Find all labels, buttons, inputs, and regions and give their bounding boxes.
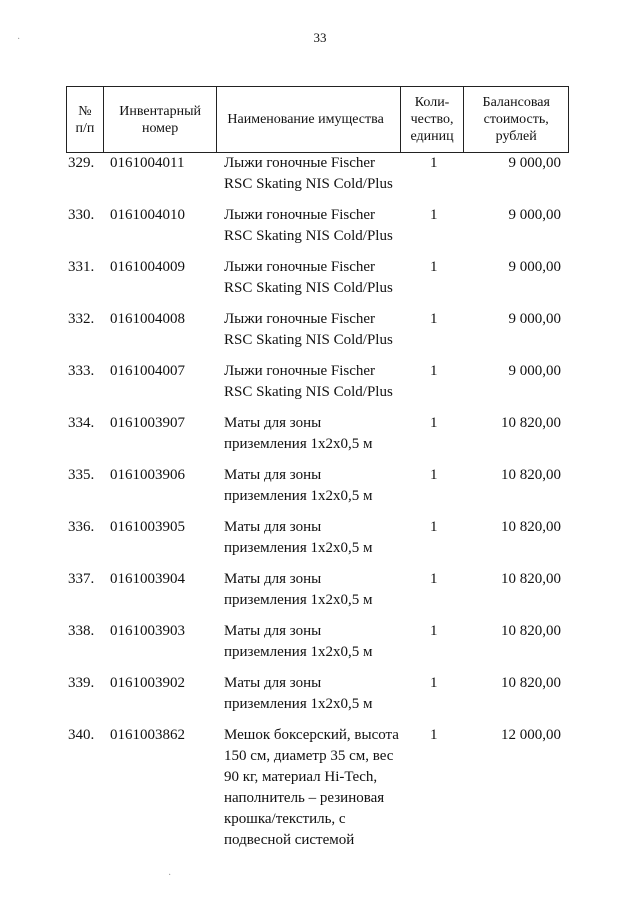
balance-cost: 9 000,00: [508, 363, 561, 379]
row-number: 336.: [68, 519, 95, 535]
quantity: 1: [430, 675, 438, 691]
row-number: 332.: [68, 311, 95, 327]
property-name: Маты для зоны приземления 1х2х0,5 м: [224, 415, 373, 452]
row-number: 329.: [68, 155, 95, 171]
quantity: 1: [430, 623, 438, 639]
balance-cost: 12 000,00: [501, 727, 561, 743]
row-number: 337.: [68, 571, 95, 587]
inventory-number: 0161003862: [110, 727, 185, 743]
page-number: 33: [313, 30, 327, 45]
quantity: 1: [430, 571, 438, 587]
row-number: 335.: [68, 467, 95, 483]
inventory-number: 0161004009: [110, 259, 185, 275]
table-row: [66, 257, 569, 309]
property-name: Лыжи гоночные Fischer RSC Skating NIS Cold/Plus: [224, 259, 393, 296]
header-name: Наименование имущества: [217, 87, 400, 152]
header-num: № п/п: [67, 87, 104, 152]
table-row: [66, 465, 569, 517]
balance-cost: 9 000,00: [508, 311, 561, 327]
row-number: 338.: [68, 623, 95, 639]
balance-cost: 10 820,00: [501, 571, 561, 587]
table-row: [66, 361, 569, 413]
row-number: 340.: [68, 727, 95, 743]
table-row: [66, 413, 569, 465]
inventory-number: 0161003907: [110, 415, 185, 431]
quantity: 1: [430, 415, 438, 431]
scan-speck: ·: [17, 34, 21, 45]
row-number: 331.: [68, 259, 95, 275]
quantity: 1: [430, 207, 438, 223]
header-quantity: Коли- чество, единиц: [401, 87, 465, 152]
inventory-number: 0161003902: [110, 675, 185, 691]
balance-cost: 10 820,00: [501, 519, 561, 535]
property-name: Мешок боксерский, высота 150 см, диаметр 35 см, вес 90 кг, материал Hi-Tech, наполнитель – резиновая крошка/текстиль, с подвесной системой: [224, 727, 399, 848]
balance-cost: 9 000,00: [508, 155, 561, 171]
property-name: Маты для зоны приземления 1х2х0,5 м: [224, 519, 373, 556]
inventory-number: 0161004011: [110, 155, 185, 171]
quantity: 1: [430, 259, 438, 275]
table-row: [66, 205, 569, 257]
table-row: [66, 621, 569, 673]
row-number: 339.: [68, 675, 95, 691]
inventory-number: 0161003903: [110, 623, 185, 639]
property-name: Маты для зоны приземления 1х2х0,5 м: [224, 675, 373, 712]
property-name: Лыжи гоночные Fischer RSC Skating NIS Cold/Plus: [224, 207, 393, 244]
table-row: [66, 725, 569, 865]
header-cost: Балансовая стоимость, рублей: [482, 95, 550, 144]
inventory-number: 0161004010: [110, 207, 185, 223]
table-header: [66, 86, 569, 153]
balance-cost: 10 820,00: [501, 467, 561, 483]
property-name: Лыжи гоночные Fischer RSC Skating NIS Cold/Plus: [224, 311, 393, 348]
property-name: Лыжи гоночные Fischer RSC Skating NIS Cold/Plus: [224, 363, 393, 400]
scan-speck: ·: [168, 870, 172, 881]
quantity: 1: [430, 363, 438, 379]
balance-cost: 10 820,00: [501, 675, 561, 691]
quantity: 1: [430, 467, 438, 483]
property-name: Маты для зоны приземления 1х2х0,5 м: [224, 623, 373, 660]
table-row: [66, 309, 569, 361]
inventory-number: 0161003904: [110, 571, 185, 587]
inventory-number: 0161003905: [110, 519, 185, 535]
table-body: [66, 153, 569, 865]
inventory-number: 0161003906: [110, 467, 185, 483]
property-name: Маты для зоны приземления 1х2х0,5 м: [224, 467, 373, 504]
quantity: 1: [430, 727, 438, 743]
inventory-number: 0161004007: [110, 363, 185, 379]
property-name: Лыжи гоночные Fischer RSC Skating NIS Cold/Plus: [224, 155, 393, 192]
row-number: 334.: [68, 415, 95, 431]
table-row: [66, 673, 569, 725]
table-row: [66, 517, 569, 569]
row-number: 333.: [68, 363, 95, 379]
quantity: 1: [430, 155, 438, 171]
quantity: 1: [430, 311, 438, 327]
row-number: 330.: [68, 207, 95, 223]
balance-cost: 9 000,00: [508, 207, 561, 223]
balance-cost: 9 000,00: [508, 259, 561, 275]
inventory-number: 0161004008: [110, 311, 185, 327]
property-name: Маты для зоны приземления 1х2х0,5 м: [224, 571, 373, 608]
table-row: [66, 569, 569, 621]
balance-cost: 10 820,00: [501, 623, 561, 639]
header-inventory: Инвентарный номер: [104, 87, 218, 152]
table-row: [66, 153, 569, 205]
quantity: 1: [430, 519, 438, 535]
balance-cost: 10 820,00: [501, 415, 561, 431]
